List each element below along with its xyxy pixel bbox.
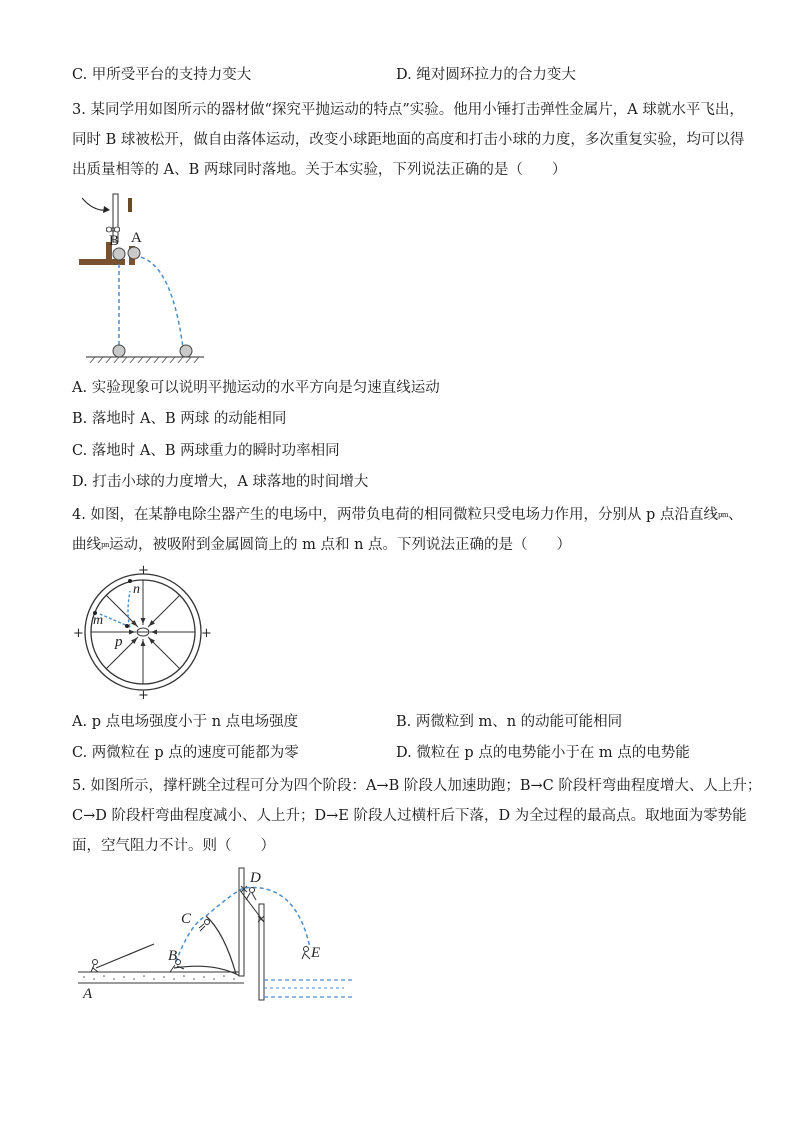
label-b: B [168, 948, 178, 964]
q4-stem-line-2 [72, 535, 571, 555]
label-b: B [109, 233, 120, 249]
q3-option-d: D. 打击小球的力度增大，A 球落地的时间增大 [72, 474, 369, 490]
plus-left: + [73, 626, 84, 641]
q3-stem-line-3: 出质量相等的 A、B 两球同时落地。关于本实验，下列说法正确的是（ ） [72, 162, 567, 178]
label-p: p [115, 634, 123, 650]
plus-bottom: + [138, 688, 149, 701]
label-m: m [93, 613, 104, 628]
label-a: A [83, 986, 93, 1002]
q4-figure [70, 563, 220, 701]
q5-stem-line-2: C→D 阶段杆弯曲程度减小、人上升；D→E 阶段人过横杆后下落，D 为全过程的最高点。取地面为零势能 [72, 808, 747, 824]
q3-option-c: C. 落地时 A、B 两球重力的瞬时功率相同 [72, 443, 340, 459]
q2-option-c: C. 甲所受平台的支持力变大 [72, 67, 252, 83]
q3-stem-line-1: 3. 某同学用如图所示的器材做“探究平抛运动的特点”实验。他用小锤打击弹性金属片，A 球就水平飞出， [72, 102, 744, 118]
segment-pn: pn [101, 541, 109, 549]
q3-option-a: A. 实验现象可以说明平抛运动的水平方向是匀速直线运动 [72, 380, 440, 396]
label-e: E [311, 945, 321, 961]
label-d: D [250, 870, 261, 886]
q4-stem-comma: 、 [728, 507, 743, 523]
q5-stem-line-3: 面，空气阻力不计。则（ ） [72, 838, 275, 854]
label-n: n [133, 582, 140, 597]
q4-stem-line-2-text: 运动，被吸附到金属圆筒上的 m 点和 n 点。下列说法正确的是（ ） [109, 537, 572, 553]
q4-stem-line-1-text: 4. 如图，在某静电除尘器产生的电场中，两带负电荷的相同微粒只受电场力作用，分别从 p 点沿直线 [72, 507, 718, 523]
q4-option-b: B. 两微粒到 m、n 的动能可能相同 [396, 714, 623, 730]
label-a: A [131, 230, 142, 246]
q4-option-c: C. 两微粒在 p 点的速度可能都为零 [72, 745, 299, 761]
q3-option-b: B. 落地时 A、B 两球 的动能相同 [72, 411, 287, 427]
q3-stem-line-2: 同时 B 球被松开，做自由落体运动，改变小球距地面的高度和打击小球的力度，多次重复实验，均可以得 [72, 132, 745, 148]
q5-figure [74, 862, 360, 1002]
q4-option-d: D. 微粒在 p 点的电势能小于在 m 点的电势能 [396, 745, 690, 761]
segment-pm: pm [717, 511, 729, 519]
ball-a [128, 247, 140, 259]
q4-stem-line-1 [72, 505, 743, 525]
label-c: C [181, 911, 192, 927]
plus-right: + [201, 626, 212, 641]
q5-stem-line-1: 5. 如图所示，撑杆跳全过程可分为四个阶段：A→B 阶段人加速助跑；B→C 阶段杆弯曲程度增大、人上升； [72, 778, 762, 794]
q4-stem-curve-word: 曲线 [72, 537, 101, 553]
ball-b [113, 248, 125, 260]
q3-figure [76, 186, 216, 368]
q2-option-d: D. 绳对圆环拉力的合力变大 [396, 67, 576, 83]
plus-top: + [138, 563, 149, 578]
q4-option-a: A. p 点电场强度小于 n 点电场强度 [72, 714, 299, 730]
